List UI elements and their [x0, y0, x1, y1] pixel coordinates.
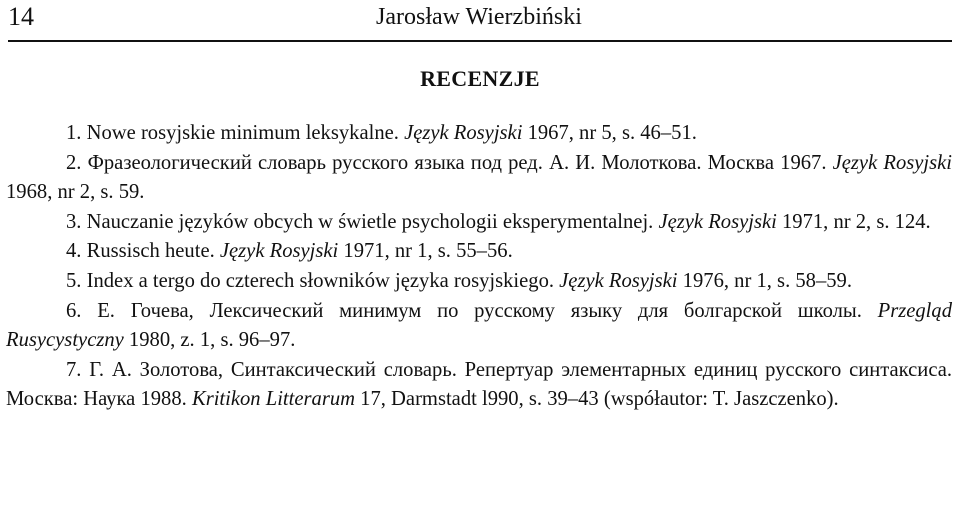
reference-number: 3. [66, 210, 82, 233]
reference-number: 2. [66, 151, 82, 174]
reference-details: 1967, nr 5, s. 46–51. [522, 122, 697, 144]
page-number: 14 [8, 2, 34, 31]
reference-text: Nauczanie języków obcych w świetle psychologii eksperymentalnej. [86, 210, 659, 233]
running-head-author: Jarosław Wierzbiński [376, 4, 582, 30]
reference-details: 1976, nr 1, s. 58–59. [677, 269, 853, 292]
section-title: RECENZJE [420, 66, 540, 91]
reference-details: 1971, nr 2, s. 124. [776, 210, 931, 233]
reference-text: Фразеологический словарь русского языка под ред. А. И. Молоткова. Москва 1967. [87, 151, 833, 174]
reference-item [6, 237, 952, 267]
journal-title: Język Rosyjski [658, 210, 777, 233]
reference-text: Russisch heute. [86, 240, 220, 263]
reference-number: 6. [66, 299, 82, 322]
journal-title: Kritikon Litterarum [191, 388, 356, 411]
reference-text: Г. А. Золотова, Синтаксический словарь. Репертуар элементарных единиц русского синтаксиса. Москва: Наука 1988. [6, 358, 952, 411]
page-header [8, 0, 952, 42]
reference-text: E. Гочева, Лексический минимум по русскому языку для болгарской школы. [97, 299, 878, 322]
journal-title: Przegląd Rusycystyczny [6, 299, 952, 352]
reference-details: 1971, nr 1, s. 55–56. [338, 240, 513, 263]
reference-item [6, 208, 952, 238]
journal-title: Język Rosyjski [219, 240, 339, 263]
reference-details: 1968, nr 2, s. 59. [6, 181, 145, 204]
reference-item [6, 356, 952, 415]
reference-item [6, 267, 952, 297]
reference-number: 4. [66, 240, 82, 263]
reference-item [6, 119, 952, 149]
journal-title: Język Rosyjski [832, 151, 952, 174]
reference-item [6, 297, 952, 356]
journal-title: Język Rosyjski [404, 122, 523, 144]
reference-number: 1. [66, 122, 82, 144]
reference-text: Nowe rosyjskie minimum leksykalne. [86, 122, 405, 144]
reference-details: 17, Darmstadt l990, s. 39–43 (współautor: T. Jaszczenko). [355, 388, 839, 411]
reference-text: Index a tergo do czterech słowników języka rosyjskiego. [86, 269, 560, 292]
reference-number: 7. [66, 358, 82, 381]
reference-list [6, 119, 952, 415]
reference-item [6, 149, 952, 208]
reference-number: 5. [66, 269, 82, 292]
journal-title: Język Rosyjski [559, 269, 678, 292]
reference-details: 1980, z. 1, s. 96–97. [123, 329, 296, 352]
